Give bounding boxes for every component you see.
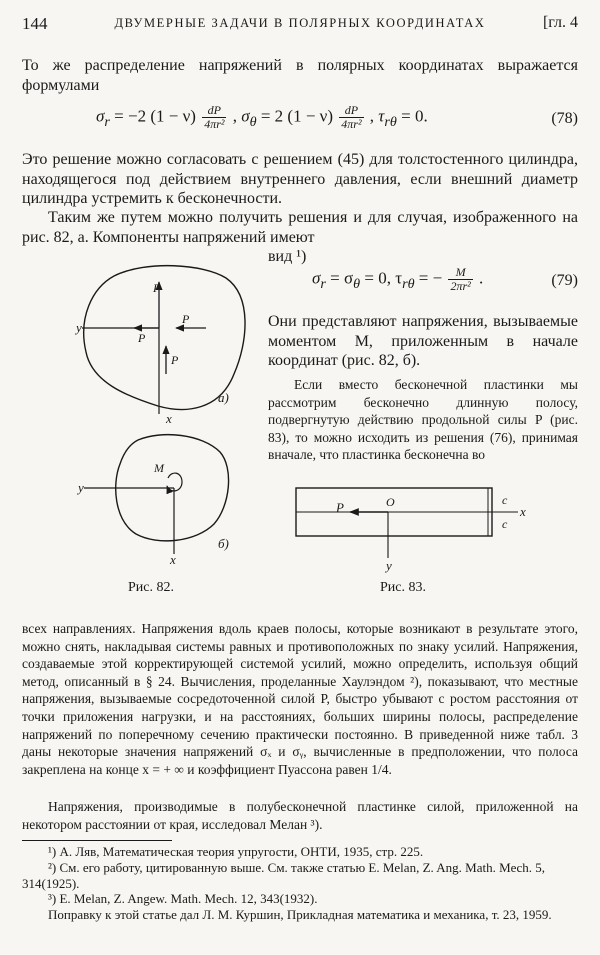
- footnote-1: ¹) А. Ляв, Математическая теория упругости, ОНТИ, 1935, стр. 225.: [48, 844, 424, 859]
- label-M: M: [154, 461, 164, 475]
- fraction-numerator: dP: [202, 104, 226, 118]
- fraction: [202, 104, 226, 131]
- label-y: y: [386, 558, 392, 573]
- label-P-top: P: [153, 281, 161, 295]
- subscript: rθ: [402, 275, 415, 292]
- footnote-2: ²) См. его работу, цитированную выше. См. также статью E. Melan, Z. Ang. Math. Mech. 5, 314(1925).: [22, 860, 545, 891]
- label-a: а): [218, 390, 229, 405]
- running-title: ДВУМЕРНЫЕ ЗАДАЧИ В ПОЛЯРНЫХ КООРДИНАТАХ: [114, 16, 486, 30]
- equation-term: = −: [414, 268, 447, 288]
- caption-fig82: Рис. 82.: [128, 580, 174, 595]
- label-x-a: x: [166, 411, 172, 426]
- sigma-symbol: σ: [312, 268, 321, 288]
- paragraph-intro: То же распределение напряжений в полярных координатах выражается формулами: [22, 57, 578, 94]
- label-b: б): [218, 536, 229, 551]
- label-y-a: y: [76, 320, 82, 335]
- sigma-symbol: σ: [96, 106, 105, 126]
- label-y-b: y: [78, 480, 84, 495]
- paragraph-melan: Напряжения, производимые в полубесконечной пластинке силой, приложенной на некотором расстоянии от края, исследовал Мелан ³).: [22, 799, 578, 832]
- separator: ,: [365, 106, 379, 126]
- fraction-numerator: M: [448, 266, 472, 280]
- paragraph-strip: Если вместо бесконечной пластинки мы рассмотрим бесконечно длинную полосу, подвергнутую действию продольной силы P (рис. 83), то можно исходить из решения (76), принимая вначале, что пластинка бесконечна во: [268, 377, 578, 463]
- figure-82: [74, 262, 264, 572]
- fraction-denominator: 4πr²: [204, 117, 225, 131]
- equation-term: = −2 (1 − ν): [109, 106, 201, 126]
- label-P-left: P: [138, 331, 146, 345]
- label-O: O: [386, 495, 395, 509]
- plate-outline-a: [84, 266, 245, 410]
- equation-79: [312, 266, 483, 293]
- label-P-right: P: [182, 312, 190, 326]
- page-number: 144: [22, 14, 48, 33]
- subscript: r: [104, 113, 110, 130]
- footnote-rule: [22, 840, 172, 841]
- equation-term: = 0.: [396, 106, 428, 126]
- separator: ,: [228, 106, 242, 126]
- label-x: x: [520, 504, 526, 519]
- equation-term: = σ: [325, 268, 354, 288]
- paragraph-fig82-intro: Таким же путем можно получить решения и для случая, изображенного на рис. 82, а. Компоненты напряжений имеют: [22, 209, 578, 246]
- subscript: r: [320, 275, 326, 292]
- fraction-denominator: 4πr²: [341, 117, 362, 131]
- equation-number-79: (79): [551, 272, 578, 289]
- equation-term: .: [474, 268, 484, 288]
- label-P-bottom: P: [171, 353, 179, 367]
- label-P: P: [336, 500, 344, 515]
- fraction-numerator: dP: [339, 104, 363, 118]
- caption-fig83: Рис. 83.: [380, 580, 426, 595]
- subscript: θ: [249, 113, 257, 130]
- paragraph-fig82-tail: вид ¹): [268, 248, 307, 265]
- paragraph-moment: Они представляют напряжения, вызываемые моментом М, приложенным в начале координат (рис. 82, б).: [268, 313, 578, 369]
- sigma-symbol: σ: [241, 106, 250, 126]
- footnote-3: ³) E. Melan, Z. Angew. Math. Mech. 12, 343(1932).: [48, 891, 318, 906]
- figure-83: [292, 480, 552, 576]
- chapter-label: [гл. 4: [542, 14, 578, 31]
- fraction: [448, 266, 472, 293]
- tau-symbol: τ: [378, 106, 385, 126]
- subscript: rθ: [384, 113, 397, 130]
- running-header: [22, 14, 578, 36]
- footnote-4: Поправку к этой статье дал Л. М. Куршин, Прикладная математика и механика, т. 23, 1959.: [48, 907, 552, 922]
- equation-term: = 2 (1 − ν): [256, 106, 338, 126]
- label-c-bottom: c: [502, 517, 508, 531]
- fraction: [339, 104, 363, 131]
- label-x-b: x: [170, 552, 176, 567]
- subscript: θ: [353, 275, 361, 292]
- equation-78: [96, 104, 428, 131]
- equation-number-78: (78): [551, 110, 578, 127]
- paragraph-edge-stresses: всех направлениях. Напряжения вдоль краев полосы, которые возникают в результате этого, можно снять, накладывая системы равных и противоположных по знаку усилий. Напряжения, создаваемые этой корректирующей системой усилий, можно определить, используя общий метод, описанный в § 24. Вычисления, проделанные Хаулэндом ²), показывают, что местные напряжения, вызываемые сосредоточенной силой P, быстро убывают с ростом расстояния от точки приложения нагрузки, и на расстояниях, больших ширины полосы, распределение напряжений по поперечному сечению практически постоянно. В приведенной ниже табл. 3 даны некоторые значения напряжений σₓ и σᵧ, вычисленные в предположении, что полоса закреплена на конце x = + ∞ и коэффициент Пуассона равен 1/4.: [22, 621, 578, 777]
- label-c-top: c: [502, 493, 508, 507]
- fraction-denominator: 2πr²: [450, 279, 471, 293]
- paragraph-cylinder: Это решение можно согласовать с решением (45) для толстостенного цилиндра, находящегося под действием внутреннего давления, если внешний диаметр цилиндра устремить к бесконечности.: [22, 151, 578, 207]
- equation-term: = 0, τ: [360, 268, 403, 288]
